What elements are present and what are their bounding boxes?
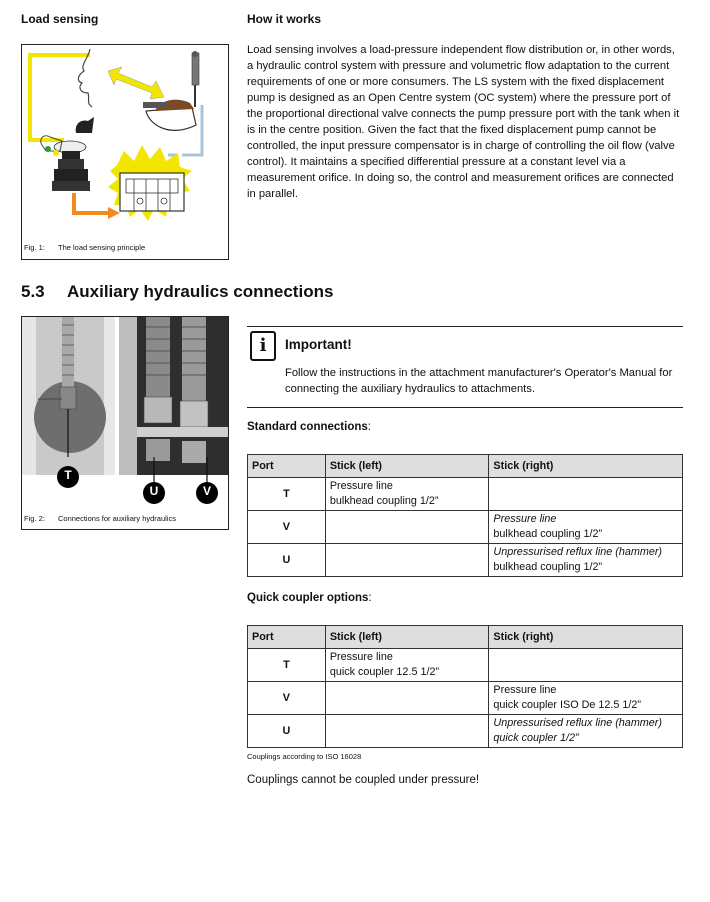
info-icon-glyph: i [259,335,267,356]
cell-line: Pressure line [493,684,557,696]
cell-line: Pressure line [329,480,393,492]
port-cell: T [248,478,326,511]
table-row [248,478,683,511]
quick-coupler-heading-colon: : [368,592,372,604]
header-port: Port [248,455,326,478]
table-row [248,682,683,715]
header-stick-left: Stick (left) [325,455,489,478]
quick-coupler-heading-text: Quick coupler options [247,592,369,604]
pressure-warning: Couplings cannot be coupled under pressure! [247,774,480,786]
important-title: Important! [285,337,352,352]
important-bottom-rule [247,407,683,408]
figure-2-caption [24,514,176,523]
label-t: T [64,468,72,482]
section-number: 5.3 [21,282,45,301]
stick-left-cell [325,511,489,544]
stick-right-cell [489,715,683,748]
header-stick-right: Stick (right) [489,626,683,649]
figure-1-caption-number: Fig. 1: [24,243,45,252]
figure-1-caption-text: The load sensing principle [58,243,146,252]
section-title: Auxiliary hydraulics connections [67,282,334,301]
stick-right-cell [489,682,683,715]
figure-1 [21,44,229,260]
cell-line: quick coupler 1/2” [493,732,579,744]
quick-coupler-table [247,625,683,748]
standard-connections-table [247,454,683,577]
stick-left-cell [325,682,489,715]
cell-line: Pressure line [493,513,557,525]
header-port: Port [248,626,326,649]
important-top-rule [247,326,683,327]
cell-line: Unpressurised reflux line (hammer) [493,546,663,558]
table-row [248,649,683,682]
table-row [248,715,683,748]
cell-line: Unpressurised reflux line (hammer) [493,717,662,729]
standard-connections-heading-text: Standard connections [247,421,368,433]
port-cell: V [248,511,326,544]
table-row [248,511,683,544]
stick-left-cell [325,544,489,577]
stick-right-cell [489,478,683,511]
stick-left-cell [325,649,489,682]
port-cell: U [248,544,326,577]
coupling-footnote: Couplings according to ISO 16028 [247,752,362,761]
how-it-works-paragraph: Load sensing involves a load-pressure independent flow distribution or, in other words, a hydraulic control system with pressure and volumetric flow adaptation to the current requirements of one or more consumers. The LS system with the fixed displacement pump is designed as an Open Centre system (OC system) where the pressure port of the proportional directional valve connects the pump pressure port with the tank when it is in the centre position. Given the fact that the fixed displacement pump cannot be controlled, the input pressure compensator is in charge of controlling the oil flow (valve control). It maintains a specified differential pressure at a constant level via a measurement orifice. In doing so, the control and measurement orifices are connected in parallel. [247,44,680,200]
cell-line: bulkhead coupling 1/2” [493,561,603,573]
figure-1-caption [24,243,145,252]
port-cell: V [248,682,326,715]
header-stick-right: Stick (right) [489,455,683,478]
stick-left-cell [325,478,489,511]
standard-connections-heading-colon: : [367,421,371,433]
important-text: Follow the instructions in the attachment manufacturer's Operator's Manual for connecting the auxiliary hydraulics to attachments. [285,367,673,395]
figure-2-caption-number: Fig. 2: [24,514,45,523]
standard-connections-heading [247,421,371,433]
port-cell: U [248,715,326,748]
port-cell: T [248,649,326,682]
header-stick-left: Stick (left) [325,626,489,649]
stick-right-cell [489,649,683,682]
figure-2 [21,316,229,530]
quick-coupler-heading [247,592,372,604]
load-sensing-diagram [22,45,228,245]
table-header-row [248,626,683,649]
stick-right-cell [489,511,683,544]
stick-right-cell [489,544,683,577]
table-header-row [248,455,683,478]
stick-left-cell [325,715,489,748]
cell-line: quick coupler 12.5 1/2” [329,666,440,678]
cell-line: Pressure line [329,651,393,663]
cell-line: bulkhead coupling 1/2” [329,495,439,507]
label-u: U [149,484,159,498]
info-icon [250,331,276,361]
table-row [248,544,683,577]
figure-2-caption-text: Connections for auxiliary hydraulics [58,514,176,523]
cell-line: bulkhead coupling 1/2” [493,528,603,540]
label-v: V [202,484,211,498]
how-it-works-heading: How it works [247,12,322,26]
load-sensing-heading: Load sensing [21,12,99,26]
auxiliary-hydraulics-photo [22,317,228,507]
cell-line: quick coupler ISO De 12.5 1/2” [493,699,642,711]
